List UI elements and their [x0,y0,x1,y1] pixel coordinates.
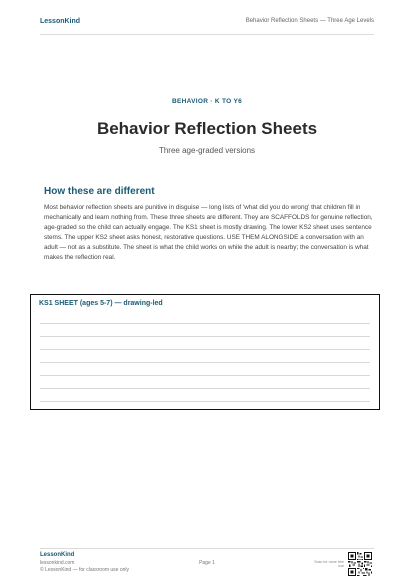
scan-note: Scan for more free use [314,560,344,568]
writing-line [40,323,370,324]
qr-code-icon[interactable] [348,552,372,576]
writing-line [40,388,370,389]
page-subtitle: Three age-graded versions [158,146,256,155]
sheet-title: KS1 SHEET (ages 5-7) — drawing-led [39,300,163,307]
writing-line [40,375,370,376]
page-header [40,14,374,35]
writing-line [40,401,370,402]
ks1-sheet-box [30,294,380,410]
page-footer [40,548,374,579]
section-heading: How these are different [44,186,155,197]
writing-line [40,362,370,363]
writing-line [40,336,370,337]
document-title: Behavior Reflection Sheets — Three Age Levels [245,18,374,24]
kicker-label: BEHAVIOR · K TO Y6 [171,98,243,105]
footer-copyright: © LessonKind — for classroom use only [40,567,130,573]
brand-logo-text[interactable]: LessonKind [40,17,81,25]
footer-site-link[interactable]: lessonkind.com [40,560,75,566]
page-title: Behavior Reflection Sheets [96,119,318,138]
intro-paragraph: Most behavior reflection sheets are punitive in disguise — long lists of 'what did you do wrong' that children fill in mechanically and learn nothing from. These three sheets are different. They are SCAFFOLDS for genuine reflection, age-graded so the child can actually engage. The KS1 sheet is mostly drawing. The lower KS2 sheet uses sentence stems. The upper KS2 sheet asks honest, restorative questions. USE THEM ALONGSIDE a conversation with an adult — not as a substitute. The sheet is what the child works on while the adult is nearby; the conversation is what makes the reflection real. [44,204,373,261]
page-number: Page 1 [199,560,215,566]
writing-line [40,349,370,350]
footer-brand: LessonKind [40,552,75,558]
